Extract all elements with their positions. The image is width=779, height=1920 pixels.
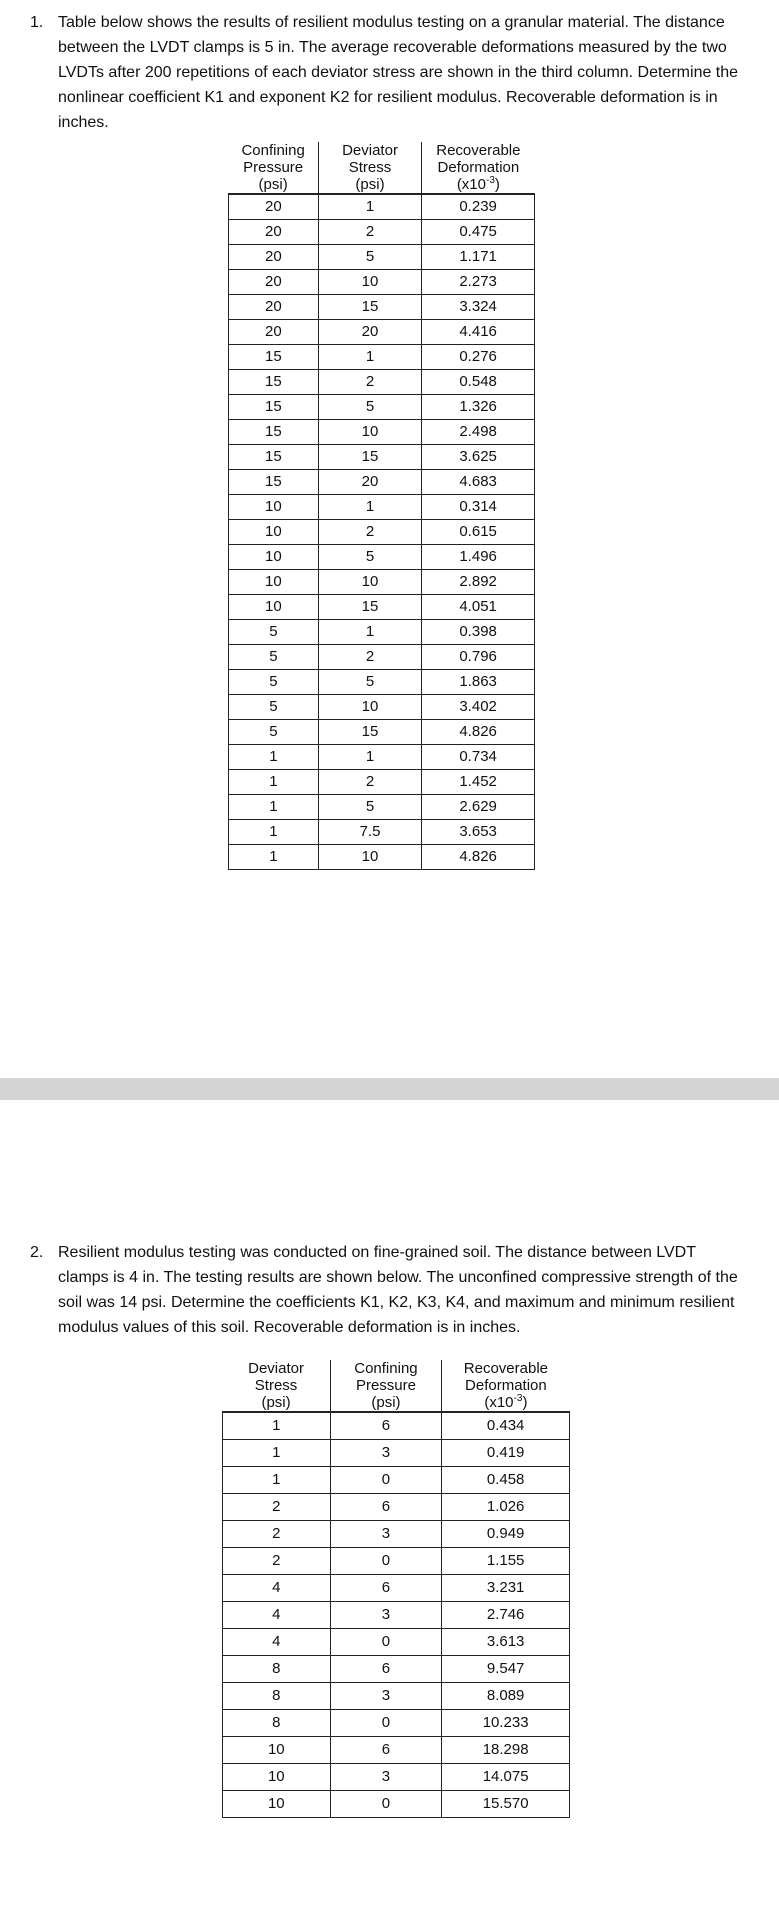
table-2-cell: 3.613 (442, 1628, 570, 1655)
table-1-cell: 20 (229, 219, 319, 244)
table-2-cell: 8 (223, 1655, 331, 1682)
table-1-cell: 0.276 (422, 344, 535, 369)
table-2-row (223, 1655, 570, 1682)
table-2-cell: 3 (330, 1763, 442, 1790)
table-1-cell: 3.402 (422, 694, 535, 719)
table-1-cell: 0.548 (422, 369, 535, 394)
table-1-cell: 1.171 (422, 244, 535, 269)
table-2-header-confining-pressure: Confining Pressure (psi) (330, 1360, 442, 1412)
table-2-row (223, 1439, 570, 1466)
table-2-cell: 2 (223, 1520, 331, 1547)
table-2-cell: 18.298 (442, 1736, 570, 1763)
table-2-cell: 8.089 (442, 1682, 570, 1709)
table-1-cell: 5 (229, 669, 319, 694)
table-2-row (223, 1520, 570, 1547)
table-1-cell: 15 (229, 369, 319, 394)
table-2-cell: 0.434 (442, 1412, 570, 1439)
problem-2-text: Resilient modulus testing was conducted on fine-grained soil. The distance between LVDT clamps is 4 in. The testing results are shown below. The unconfined compressive strength of the soil was 14 psi. Determine the coefficients K1, K2, K3, K4, and maximum and minimum resilient modulus values of this soil. Recoverable deformation is in inches. (58, 1244, 738, 1336)
table-1-cell: 1 (229, 794, 319, 819)
table-1-cell: 15 (229, 444, 319, 469)
table-2-row (223, 1574, 570, 1601)
table-1-cell: 3.625 (422, 444, 535, 469)
table-1-cell: 10 (229, 519, 319, 544)
table-1-row (229, 844, 535, 869)
table-2-cell: 4 (223, 1601, 331, 1628)
table-1-row (229, 444, 535, 469)
problem-1-text: Table below shows the results of resilient modulus testing on a granular material. The distance between the LVDT clamps is 5 in. The average recoverable deformations measured by the two LVDTs after 200 repetitions of each deviator stress are shown in the third column. Determine the nonlinear coefficient K1 and exponent K2 for resilient modulus. Recoverable deformation is in inches. (58, 14, 739, 131)
table-1-cell: 5 (229, 644, 319, 669)
page-divider (0, 1078, 779, 1100)
table-1-header-row (229, 142, 535, 194)
table-2-cell: 0 (330, 1547, 442, 1574)
table-2-cell: 2 (223, 1493, 331, 1520)
table-1-cell: 0.398 (422, 619, 535, 644)
table-1-cell: 1.452 (422, 769, 535, 794)
table-1-cell: 5 (318, 794, 421, 819)
table-1-cell: 0.615 (422, 519, 535, 544)
table-1-cell: 0.734 (422, 744, 535, 769)
table-1-cell: 20 (318, 469, 421, 494)
table-1-cell: 10 (229, 569, 319, 594)
table-1-cell: 1 (229, 844, 319, 869)
table-1-row (229, 269, 535, 294)
table-1-row (229, 219, 535, 244)
table-1-cell: 2.629 (422, 794, 535, 819)
table-1-row (229, 744, 535, 769)
table-1-row (229, 819, 535, 844)
table-2-header-deviator-stress: Deviator Stress (psi) (223, 1360, 331, 1412)
table-1-cell: 0.796 (422, 644, 535, 669)
table-1-cell: 10 (229, 494, 319, 519)
table-2-cell: 2.746 (442, 1601, 570, 1628)
table-1-cell: 20 (318, 319, 421, 344)
table-1-cell: 10 (229, 594, 319, 619)
table-1-row (229, 344, 535, 369)
table-2-cell: 1 (223, 1466, 331, 1493)
table-2-row (223, 1466, 570, 1493)
table-1-cell: 2 (318, 644, 421, 669)
table-1-header-deviator-stress: Deviator Stress (psi) (318, 142, 421, 194)
table-1-row (229, 244, 535, 269)
table-1-row (229, 319, 535, 344)
table-1-cell: 10 (318, 694, 421, 719)
table-1-cell: 2 (318, 769, 421, 794)
table-2-cell: 10 (223, 1736, 331, 1763)
resilient-modulus-table-2 (222, 1360, 570, 1818)
table-1-cell: 1 (318, 494, 421, 519)
table-1-cell: 1 (318, 619, 421, 644)
table-2-cell: 9.547 (442, 1655, 570, 1682)
table-1-cell: 15 (318, 294, 421, 319)
table-2-cell: 2 (223, 1547, 331, 1574)
table-1-cell: 3.324 (422, 294, 535, 319)
problem-2-statement (30, 1240, 750, 1340)
table-2-row (223, 1790, 570, 1817)
table-1-cell: 15 (318, 594, 421, 619)
table-1-cell: 4.826 (422, 719, 535, 744)
table-2-cell: 4 (223, 1628, 331, 1655)
table-1-cell: 15 (229, 419, 319, 444)
table-2-row (223, 1682, 570, 1709)
table-1-cell: 2.892 (422, 569, 535, 594)
table-1-row (229, 594, 535, 619)
table-1-cell: 5 (318, 544, 421, 569)
table-1-cell: 10 (229, 544, 319, 569)
table-2-cell: 0.949 (442, 1520, 570, 1547)
table-2-row (223, 1736, 570, 1763)
table-2-cell: 15.570 (442, 1790, 570, 1817)
table-1-cell: 1 (318, 194, 421, 219)
table-2-cell: 3 (330, 1682, 442, 1709)
table-1-cell: 5 (318, 244, 421, 269)
table-1-cell: 1 (229, 769, 319, 794)
table-1-cell: 15 (318, 719, 421, 744)
table-1-cell: 1.496 (422, 544, 535, 569)
table-1-cell: 5 (229, 694, 319, 719)
problem-1-number: 1. (30, 14, 44, 31)
table-2-row (223, 1493, 570, 1520)
table-2-cell: 0 (330, 1628, 442, 1655)
table-2-cell: 3 (330, 1439, 442, 1466)
table-2-cell: 0 (330, 1709, 442, 1736)
table-2-cell: 14.075 (442, 1763, 570, 1790)
table-2-row (223, 1601, 570, 1628)
table-1-cell: 10 (318, 269, 421, 294)
table-1-cell: 0.475 (422, 219, 535, 244)
table-1-row (229, 569, 535, 594)
table-1-row (229, 669, 535, 694)
resilient-modulus-table-1 (228, 142, 535, 870)
table-1-row (229, 369, 535, 394)
table-2-cell: 3.231 (442, 1574, 570, 1601)
table-2-header-recoverable-deformation: Recoverable Deformation $(x10^{-3})$ (442, 1360, 570, 1412)
table-2-row (223, 1547, 570, 1574)
table-1-cell: 3.653 (422, 819, 535, 844)
table-1-cell: 15 (229, 394, 319, 419)
table-1-cell: 10 (318, 844, 421, 869)
table-1-row (229, 694, 535, 719)
table-2-cell: 0.458 (442, 1466, 570, 1493)
table-1-row (229, 419, 535, 444)
table-2-cell: 10 (223, 1763, 331, 1790)
table-1-row (229, 719, 535, 744)
table-2-cell: 0.419 (442, 1439, 570, 1466)
table-2-cell: 0 (330, 1466, 442, 1493)
table-2-cell: 6 (330, 1736, 442, 1763)
table-2-row (223, 1709, 570, 1736)
table-1-cell: 5 (318, 669, 421, 694)
problem-2-number: 2. (30, 1244, 44, 1261)
table-1-cell: 1.326 (422, 394, 535, 419)
table-1-cell: 0.314 (422, 494, 535, 519)
table-1-cell: 10 (318, 419, 421, 444)
table-1-row (229, 769, 535, 794)
table-1-row (229, 194, 535, 219)
table-2-cell: 1 (223, 1439, 331, 1466)
table-2-cell: 3 (330, 1601, 442, 1628)
table-1-cell: 5 (229, 719, 319, 744)
table-2-cell: 0 (330, 1790, 442, 1817)
table-2-cell: 8 (223, 1682, 331, 1709)
table-1-cell: 2 (318, 369, 421, 394)
table-1-row (229, 519, 535, 544)
table-2-header-row (223, 1360, 570, 1412)
table-2-cell: 10 (223, 1790, 331, 1817)
table-1-cell: 2 (318, 519, 421, 544)
table-1-header-confining-pressure: Confining Pressure (psi) (229, 142, 319, 194)
table-2-cell: 1.026 (442, 1493, 570, 1520)
table-1-cell: 4.416 (422, 319, 535, 344)
table-1-row (229, 644, 535, 669)
table-2-row (223, 1628, 570, 1655)
table-2-cell: 1.155 (442, 1547, 570, 1574)
table-1-cell: 20 (229, 194, 319, 219)
table-1-cell: 15 (318, 444, 421, 469)
table-1-cell: 20 (229, 319, 319, 344)
table-1-cell: 5 (318, 394, 421, 419)
table-1-cell: 1 (229, 744, 319, 769)
table-1-row (229, 294, 535, 319)
table-2-row (223, 1412, 570, 1439)
table-2-cell: 3 (330, 1520, 442, 1547)
table-2-cell: 6 (330, 1574, 442, 1601)
table-1-cell: 20 (229, 244, 319, 269)
table-1-cell: 15 (229, 469, 319, 494)
table-1-header-recoverable-deformation: Recoverable Deformation $(x10^{-3})$ (422, 142, 535, 194)
table-1-cell: 2.498 (422, 419, 535, 444)
table-1-cell: 7.5 (318, 819, 421, 844)
table-2-cell: 6 (330, 1493, 442, 1520)
table-2-cell: 6 (330, 1412, 442, 1439)
table-2-cell: 8 (223, 1709, 331, 1736)
table-1-body (229, 194, 535, 869)
table-1-cell: 4.051 (422, 594, 535, 619)
table-2-cell: 4 (223, 1574, 331, 1601)
table-1-cell: 4.683 (422, 469, 535, 494)
table-1-cell: 10 (318, 569, 421, 594)
table-1-cell: 2.273 (422, 269, 535, 294)
table-1-row (229, 794, 535, 819)
table-1-cell: 5 (229, 619, 319, 644)
table-2-body (223, 1412, 570, 1817)
table-1-row (229, 469, 535, 494)
table-1-row (229, 619, 535, 644)
table-1-cell: 1.863 (422, 669, 535, 694)
table-1-cell: 2 (318, 219, 421, 244)
table-2-cell: 10.233 (442, 1709, 570, 1736)
table-2-cell: 6 (330, 1655, 442, 1682)
table-1-cell: 1 (318, 744, 421, 769)
table-1-row (229, 394, 535, 419)
table-1-cell: 0.239 (422, 194, 535, 219)
table-1-cell: 15 (229, 344, 319, 369)
table-1-cell: 4.826 (422, 844, 535, 869)
table-2-row (223, 1763, 570, 1790)
problem-1-statement (30, 10, 750, 135)
table-1-cell: 20 (229, 294, 319, 319)
table-1-cell: 1 (318, 344, 421, 369)
table-1-cell: 20 (229, 269, 319, 294)
table-1-cell: 1 (229, 819, 319, 844)
table-2-cell: 1 (223, 1412, 331, 1439)
table-1-row (229, 544, 535, 569)
table-1-row (229, 494, 535, 519)
